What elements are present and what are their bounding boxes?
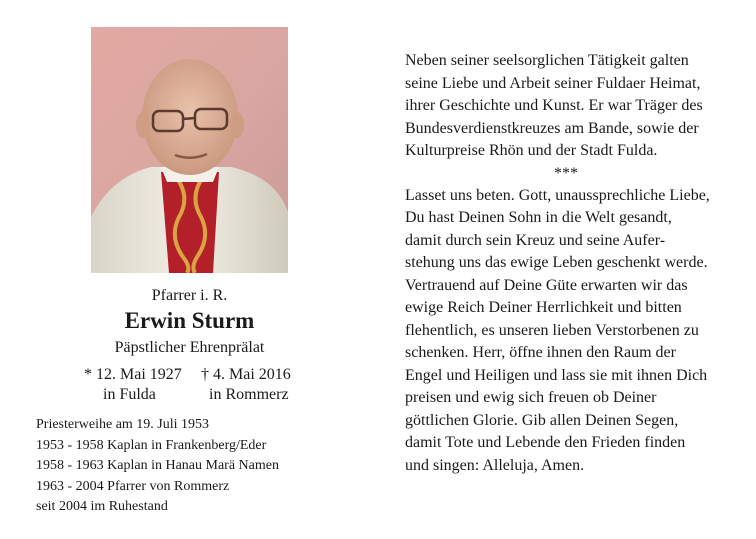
prayer-line: Engel und Heiligen und lass sie mit ihnen Dich <box>405 366 708 384</box>
portrait-image <box>91 27 288 273</box>
prayer-line: schenken. Herr, öffne ihnen den Raum der <box>405 344 676 361</box>
prayer-line: flehentlich, es unseren lieben Verstorbenen zu <box>405 321 699 339</box>
prayer-line: Lasset uns beten. Gott, unaussprechliche Liebe, <box>405 186 710 204</box>
prayer-line: Vertrauend auf Deine Güte erwarten wir das <box>405 276 688 294</box>
tribute-line: Bundesverdienstkreuzes am Bande, sowie der <box>405 119 699 137</box>
tribute-line: ihrer Geschichte und Kunst. Er war Träger des <box>405 97 703 114</box>
honor-title: Päpstlicher Ehrenprälat <box>114 339 265 356</box>
birth-place: in Fulda <box>103 386 156 403</box>
prayer-line: damit Tote und Lebende den Frieden finden <box>405 434 686 451</box>
prayer-paragraph <box>405 185 735 478</box>
prayer-line: preisen und ewig sich freuen ob Deiner <box>405 389 657 406</box>
bio-line: Priesterweihe am 19. Juli 1953 <box>36 417 210 432</box>
death-info <box>201 365 291 405</box>
birth-date: * 12. Mai 1927 <box>84 366 182 383</box>
bio-line: 1953 - 1958 Kaplan in Frankenberg/Eder <box>36 437 267 453</box>
prayer-line: göttlichen Glorie. Gib allen Deinen Segen, <box>405 411 679 429</box>
role-title: Pfarrer i. R. <box>151 287 228 304</box>
prayer-line: ewige Reich Deiner Herrlichkeit und bitten <box>405 299 682 316</box>
tribute-line: seine Liebe und Arbeit seiner Fuldaer Heimat, <box>405 74 701 92</box>
separator: *** <box>554 164 578 182</box>
biography <box>36 415 279 518</box>
death-place: in Rommerz <box>209 386 289 403</box>
bio-line: 1958 - 1963 Kaplan in Hanau Marä Namen <box>36 458 279 473</box>
tribute-paragraph <box>405 50 735 163</box>
death-date: † 4. Mai 2016 <box>201 366 291 383</box>
birth-info <box>84 365 182 405</box>
portrait-photo <box>91 27 288 273</box>
tribute-line: Neben seiner seelsorglichen Tätigkeit galten <box>405 52 689 69</box>
bio-line: 1963 - 2004 Pfarrer von Rommerz <box>36 478 230 494</box>
prayer-line: stehung uns das ewige Leben geschenkt werde. <box>405 254 708 271</box>
deceased-name: Erwin Sturm <box>124 308 255 333</box>
prayer-line: damit durch sein Kreuz und seine Aufer- <box>405 231 666 249</box>
prayer-line: Du hast Deinen Sohn in die Welt gesandt, <box>405 209 672 226</box>
tribute-line: Kulturpreise Rhön und der Stadt Fulda. <box>405 142 658 159</box>
prayer-line: und singen: Alleluja, Amen. <box>405 456 585 474</box>
bio-line: seit 2004 im Ruhestand <box>36 499 168 514</box>
text-column <box>405 50 735 477</box>
